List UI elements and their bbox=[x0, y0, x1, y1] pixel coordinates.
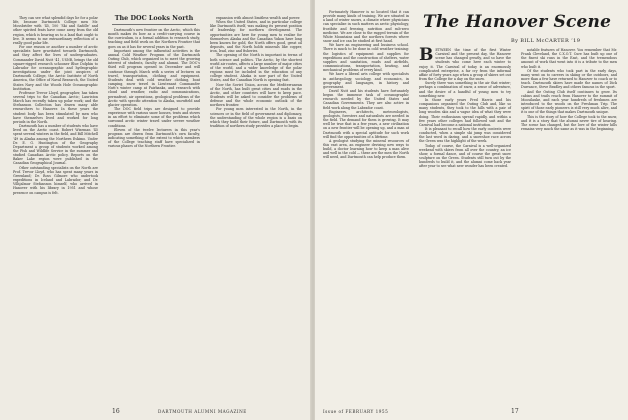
paragraph: Engineers, architects, meteorologists, geologists, foresters and naturalists are needed in the field. The demand for them is growing. It may well be true that in a few years, a new civilization on a new frontier will be opening up, and a man at Dartmouth with a special aptitude for such work will find the opportunities of a lifetime. bbox=[323, 109, 409, 139]
paragraph: Other outstanding specialists on the North are Prof. Trevor Lloyd, who has spent many years in Greenland; Dr. Ross Gilmore who undertook expeditions in Iceland and Labrador; and Dr. Vilhjalmur Stefansson himself, who arrived in Hanover with his library in 1951 and whose presence on campus is felt. bbox=[13, 165, 98, 195]
paragraph: Today, of course, the Carnival is a well-organized weekend with skiers from all over the country, an ice show, a formal dance, and of course the great snow sculpture on the Green. Students still turn out by the hundreds to build it, and the alumni come back year after year to see what new wonder has been created. bbox=[419, 143, 511, 169]
paragraph: Important among the influential activities is the annual Cold Weather Program of the Dartmouth Outing Club, which organized in to meet the growing interest of students, faculty and alumni. The DOC’s third roll program opened in December and will continue through March with a series of lectures on travel, transportation, clothing and equipment. Students deal with cold weather clothing, boat camping, snow travel in Lieutenant Commander Nutt’s winter camp at Fairbanks, and research with cloud and weather, radio and communications, permafrost, air operations, geological problems of the Arctic with specific attention to Alaska, snowfield and glacier operation. bbox=[108, 48, 200, 107]
byline: By BILL McCARTER ’19 bbox=[511, 38, 581, 44]
right-col-3 bbox=[521, 48, 617, 406]
paragraph: They can see what splendid days lie for a polar life, because Dartmouth College men Mr. Mossbrider with ’45, 100 ‘Ski and Saddle’ and other spirited feats have come away from the old region, which is bearing us to a land that ought to live. It seems to me extraordinary reflection of a really good polar life. bbox=[13, 16, 98, 45]
paragraph: For one reason or another a number of arctic specialists have gravitated towards Dartmouth, and they affect the lives of undergraduates. Commander David Nutt ’41, USNR, brings the old square-rigged research schooner Blue Dolphin to Labrador for oceanographic and hydrographic investigations under the joint auspices of Dartmouth College, the Arctic Institute of North America, the Office of Naval Research, the United States Navy and the Woods Hole Oceanographic Institution. bbox=[13, 45, 98, 91]
paragraph: This is the story of how the College took to the snow, and it is a story that the alumni never tire of hearing. The scene has changed, but the love of the winter hills remains very much the same as it was in the beginning. bbox=[521, 114, 617, 131]
paragraph: Fortunately Hanover is so located that it can provide many kinds of training. We are situated in a land of winter snows, a climate where physicians can specialize in such matters as arctic physiology, frostbite and freezing, nutrition and sub-zero medicine. We are close to the rugged terrain of the White Mountains and the northern forests where snow and ice can be studied at first hand. bbox=[323, 10, 409, 44]
paragraph: David Nutt and his students have fortunately begun the immense task of oceanographic research needed by the United States and Canadian Governments. They are also active in field work along the Labrador coast. bbox=[323, 88, 409, 110]
paragraph: Eleven of the twelve lecturers in this year’s program are drawn from Dartmouth’s own faculty, indicating something of the extent to which members of the College teaching staff have specialized in various phases of the Northern Frontier. bbox=[108, 127, 200, 149]
paragraph: The opening of the North is important in terms of both science and politics. The Arctic, by the shortest world air routes, affects a large number of major cities of the world, and a wider knowledge of the polar regions must be included in the education of any college student. Alaska is now part of the United States, and the Canadian North is opening fast. bbox=[210, 53, 302, 83]
left-col-2 bbox=[108, 28, 200, 408]
paragraph: In those early years Fred Harris and his companions organized the Outing Club and, like so many students, they took to the hills with a pair of long wooden skis and a vague idea of what they were doing. Their enthusiasm spread rapidly, and within a few years other colleges had followed suit and the Carnival had become a national institution. bbox=[419, 97, 511, 127]
paragraph: Of the students who took part in the early days, many went on to careers in skiing or the outdoors, and more than a few have returned to Hanover to coach or to teach. Dartmouth skiers have made the names of Dick Durrance, Steve Bradley and others famous in the sport. bbox=[521, 68, 617, 90]
left-col-1 bbox=[13, 16, 98, 408]
footer-issue-date: Issue of FEBRUARY 1955 bbox=[323, 409, 389, 414]
paragraph: Professor Trevor Lloyd, geographer, has taken several trips to the Canadian Arctic; Lauriston March has recently taken up polar work; and the Stefansson Collection has drawn many able researchers to Hanover. In these years the student body has been stimulated by men who have themselves lived and worked for long periods in the North. bbox=[13, 90, 98, 124]
paragraph: For young men interested in the North, in the sciences or in the field of government and diplomacy, the understanding of the whole region is a basis on which they build their future, and Dartmouth with its tradition of northern study provides a place to begin. bbox=[210, 107, 302, 129]
paragraph: We have a liberal arts college with specialists in anthropology, sociology, and economics, in geography and languages, in history and government. bbox=[323, 72, 409, 89]
paragraph-text: ETWEEN the time of the first Winter Carnival and the present day, the Hanover scene has changed greatly, and so have the students who come here each winter to enjoy it. The Carnival of today is an enormously complicated enterprise, a far cry from the informal affair of forty years ago when a group of skiers set out from the College for a day on the snow. bbox=[419, 48, 511, 82]
paragraph: expansion with almost limitless wealth and power. bbox=[216, 16, 301, 20]
left-col-3 bbox=[210, 16, 302, 408]
page-number-right: 17 bbox=[511, 408, 519, 415]
footer-magazine-name: DARTMOUTH ALUMNI MAGAZINE bbox=[158, 409, 247, 414]
headline-rule bbox=[112, 24, 196, 25]
right-col-1 bbox=[323, 10, 409, 406]
paragraph: Now the Soviet Union, across the Mediterranean of the North, has built great cities and roads in the Arctic, and other countries will have to keep pace. Students will be asked to consider the problems of defense and the whole economic outlook of the northern frontier. bbox=[210, 82, 302, 108]
paragraph: notable features of Hanover. You remember that Mr. Frank Cleveland, the C.X.O.T. Cure has built up one of the finest ski runs in the East, and the tremendous amount of work that went into it is a tribute to the men who built it. bbox=[521, 48, 617, 69]
drop-cap: B bbox=[419, 45, 434, 65]
right-page bbox=[315, 0, 628, 420]
section-title: The Hanover Scene bbox=[423, 12, 612, 32]
paragraph: And the Outing Club itself continues to grow. Its cabins and trails reach from Hanover to the summit of Moosilauke, and each year hundreds of freshmen are introduced to the woods on the Freshman Trip. The spirit of those early pioneers is still very much alive, and it is one of the things that makes Dartmouth unique. bbox=[521, 89, 617, 115]
paragraph: When the United States, and in particular college like Dartmouth itself, was making its present position of leadership for northern development. The opportunities are here for young men to realize for themselves Alaska and the Canadian Yukon have long been known for gold, the North offers good, great oil deposits, and the North holds minerals like copper, iron, lead, zinc and fisheries. bbox=[210, 20, 302, 54]
paragraph: Dartmouth has a number of students who have lived on the Arctic coast. Robert Wiseman ’45 spent several winters in the field, and Bill Mitchell ’49 in Alaska among the Northern Eskimo. Under Dr. E. G. Huntington of the Geography Department a group of students worked among the Fish and Wildlife Service in the summer and studied Canadian Arctic policy. Reports on the Baker Lake region were published in the Canadian Geographical Journal. bbox=[13, 124, 98, 166]
article-headline: The DOC Looks North bbox=[114, 14, 194, 22]
left-page bbox=[0, 0, 311, 420]
paragraph: We have an engineering and business school. There is much to be done in cold weather training: the logistics of equipment and supplies for expeditions and the construction of shelters, water supplies and sanitation, roads and airfields, communications, transportation, heating, and mechanical problems of every kind. bbox=[323, 43, 409, 73]
paragraph: Dartmouth’s new frontier on the Arctic, which this month makes its bow as a credit-carrying course in the curriculum, is a formal addition to research study, teaching and field work on the Northern Frontier that goes on as it has for several years in the past. bbox=[108, 28, 200, 49]
paragraph: Surely there was something in the air that winter; perhaps a combination of snow, a sense of adventure, and the desire of a handful of young men to try something new. bbox=[419, 81, 511, 98]
paragraph bbox=[419, 45, 511, 82]
paragraph: It is pleasant to recall how the early contests were conducted, when a simple ski jump was considered the last word in daring, and a snowshoe race across the Green was the highlight of the week. bbox=[419, 126, 511, 144]
page-number-left: 16 bbox=[112, 408, 120, 415]
paragraph: The DOC field trips are designed to provide experience with various snow houses, tents and stoves in an effort to eliminate some of the problems which surround arctic winter travel under severe weather conditions. bbox=[108, 106, 200, 128]
right-col-2 bbox=[419, 45, 511, 406]
paragraph: A geologist studying the mineral resources of this vast area, an engineer devising new ways to build, a doctor learning how to keep a man alive and well in the cold — these are the men the North will need, and Dartmouth can help produce them. bbox=[323, 138, 409, 160]
